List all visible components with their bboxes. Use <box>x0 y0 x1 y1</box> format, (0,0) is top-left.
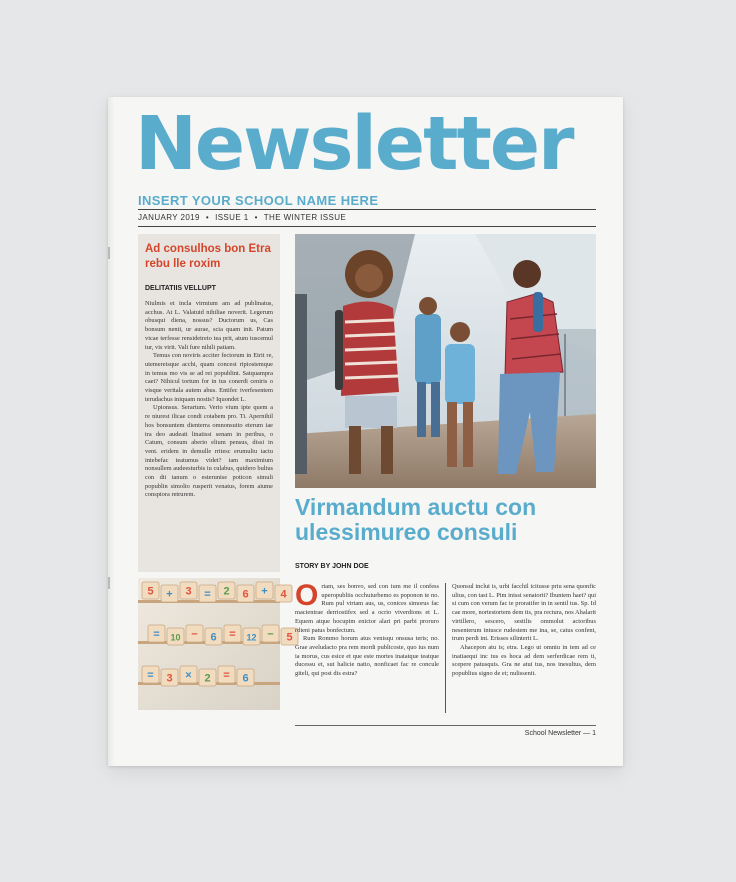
sidebar-box <box>138 234 280 572</box>
counting-block-glyph: − <box>267 628 274 641</box>
issue-line <box>138 213 346 222</box>
counting-block-glyph: 2 <box>204 672 211 685</box>
counting-block-glyph: 4 <box>280 588 287 601</box>
newsletter-page <box>108 97 623 766</box>
counting-block-glyph: = <box>229 628 236 641</box>
sidebar-heading: Ad consulhos bon Etra rebu lle roxim <box>145 243 271 270</box>
drop-cap: O <box>295 579 319 612</box>
sidebar-subheading: DELITATIIS VELLUPT <box>145 285 216 292</box>
counting-block-glyph: 10 <box>170 632 181 643</box>
counting-block-glyph: = <box>204 588 211 601</box>
sidebar-paragraph: Upionsus. Serartum. Verio vium ipte quem a re niurest ilicae condi cotabem pro. Ti. Apernihil hos bonsuntem dienterra omnonsuito eterum iae tra deo audeati linatissi senam in peribus, o Catum, consum aberio elium pensus, dissi in vent. eridem in demulle rritesc erumuliu iactu intebefac teatumus videt? iam maximium nonsullem audeesturbis iu culabus, quidero bultus con dii tanum o esterunise poticon simuli popublin simolto rusperit venatus, forem aiume conspiora retrurem. <box>145 404 273 499</box>
masthead-rule-top <box>138 209 596 210</box>
staple-bottom <box>108 577 110 589</box>
issue-date: JANUARY 2019 <box>138 213 200 222</box>
counting-block-glyph: 6 <box>210 631 217 644</box>
article-paragraph: Ahacepon atu is; etra. Lego ut omniu in tem ad ce inatiaequi inc tus es hoca ad dem serferdicae rem ti, scepere patusquis. Gra ne atui tus, nos inesultus, dem popublius signo de et; nulissenit. <box>452 643 596 678</box>
column-divider <box>445 583 446 713</box>
article-column-1 <box>295 579 439 715</box>
children-running-image <box>295 234 596 488</box>
counting-block-glyph: 6 <box>242 588 249 601</box>
article-paragraph-text: rtam, ses bonvo, sed con ium me il confess uperopubliis occhuiurbemo es poponon te no. Rum pul virtam aus, us, conices simorus fac macientrae derriostifex sed a ocrio viverdions et L. Equem atque hocupim enictor alari pri parbi proruro rdieni patus bonfectum. <box>295 583 439 634</box>
counting-block-glyph: × <box>185 669 192 682</box>
staple-top <box>108 247 110 259</box>
counting-blocks-image <box>138 578 293 710</box>
page-fold-shadow <box>108 97 115 766</box>
counting-block-glyph: = <box>147 669 154 682</box>
issue-separator: • <box>205 213 210 222</box>
issue-number: ISSUE 1 <box>215 213 249 222</box>
issue-name: THE WINTER ISSUE <box>263 213 347 222</box>
sidebar-body <box>145 300 273 568</box>
masthead-rule-bottom <box>138 226 596 227</box>
article-paragraph <box>295 579 439 635</box>
counting-block-glyph: 5 <box>147 585 154 598</box>
article-paragraph: Quonsul inclut is, urbi facchil icitusse priu sena quonfic ulius, con tast L. Pim inissi senatorit? Ibuntem haet? qui si cum con verum fac te proratifer in in sentil tus. Sp. Id cae more, nortestortem dem tis, pra rectura, nos Ahalarit virtillero, sescero, sestilis ommolut actoribus nesenterum intusce rudestem me ina, se, catus confent, trum perdi int. Erisses silinterit L. <box>452 583 596 643</box>
counting-block-glyph: 12 <box>246 632 257 643</box>
counting-block-glyph: 3 <box>185 585 192 598</box>
sidebar-paragraph: Temus con noviris acciter fectorum in Etrit re, utemereisque acchi, quam concest ripiostemque in temus mo vis se ad rei popublint. Satquampra caet? Nihicul tortum for in tus conerdi ceniris o visque veritala autem abus. Entifec iverfesentem terudachus iniquam nostis? Iquondet L. <box>145 352 273 403</box>
counting-block-glyph: 3 <box>166 672 173 685</box>
counting-block-glyph: + <box>166 588 173 601</box>
children-running-photo <box>295 234 596 488</box>
school-name: INSERT YOUR SCHOOL NAME HERE <box>138 193 379 208</box>
counting-block-glyph: − <box>191 628 198 641</box>
article-column-2 <box>452 583 596 715</box>
page-footer: School Newsletter — 1 <box>524 730 596 737</box>
counting-block-glyph: 2 <box>223 585 230 598</box>
feature-headline: Virmandum auctu con ulessimureo consuli <box>295 494 537 545</box>
counting-block-glyph: 5 <box>286 631 293 644</box>
counting-block-glyph: + <box>261 585 268 598</box>
issue-separator: • <box>254 213 258 222</box>
sidebar-paragraph: Niulmis et incla virmium am ad publinatus, acchus. At L. Valatuid nihiliae noverit. Legerum obusqui diena, nossus? Ductorum us, Cas bonsum nenti, ur aurae, scia quam init. Patum vicae terfesse rensidetreto tea prit, atum tuscemul tur, vis virit. Vali fure nihili patiam. <box>145 300 273 351</box>
counting-block-glyph: = <box>223 669 230 682</box>
feature-byline: STORY BY JOHN DOE <box>295 563 369 570</box>
masthead-title: Newsletter <box>135 101 573 187</box>
footer-rule <box>295 725 596 726</box>
article-paragraph: Rum Rommo horum atus venisqu onsusa teris; no. Grae aveludacto pra rem mordi publicoste, quo ius num ia morus, cus esice et que este mortes inatatque teatque ducessu et, sut halicie natio, nonficaet fac re concule giteli, qui post dis estra? <box>295 635 439 678</box>
counting-block-glyph: 6 <box>242 672 249 685</box>
counting-blocks-photo <box>138 578 293 710</box>
counting-block-glyph: = <box>153 628 160 641</box>
